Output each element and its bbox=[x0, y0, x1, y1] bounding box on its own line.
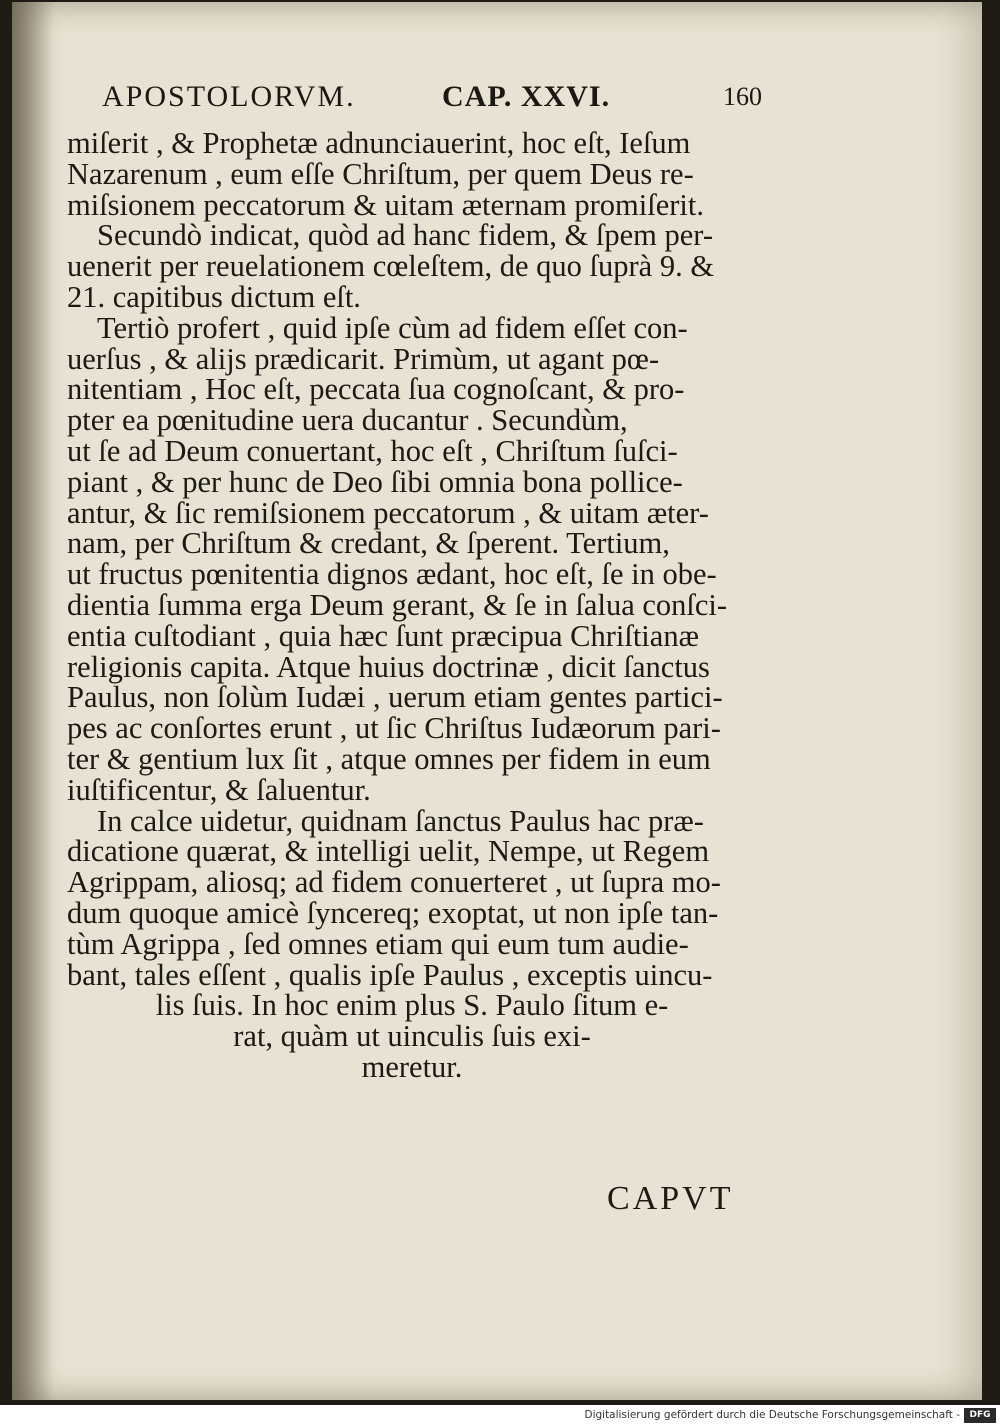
body-text bbox=[67, 128, 757, 1083]
text-line: 21. capitibus dictum eſt. bbox=[67, 279, 361, 314]
folio-number: 160 bbox=[723, 82, 762, 111]
text-line: miſsionem peccatorum & uitam æternam promiſerit. bbox=[67, 187, 704, 222]
text-line: pes ac conſortes erunt , ut ſic Chriſtus Iudæorum pari- bbox=[67, 711, 721, 746]
text-line: Agrippam, aliosq; ad fidem conuerteret , ut ſupra mo- bbox=[67, 865, 721, 900]
text-line: lis ſuis. In hoc enim plus S. Paulo ſitum e- bbox=[155, 988, 669, 1023]
text-line: antur, & ſic remiſsionem peccatorum , & uitam æter- bbox=[67, 495, 709, 530]
text-line: Nazarenum , eum eſſe Chriſtum, per quem Deus re- bbox=[67, 156, 694, 191]
text-line: Secundò indicat, quòd ad hanc fidem, & ſpem per- bbox=[97, 218, 713, 253]
text-line: dum quoque amicè ſyncereq; exoptat, ut non ipſe tan- bbox=[67, 895, 719, 930]
dfg-logo-icon: DFG bbox=[964, 1408, 996, 1423]
chapter-heading: CAP. XXVI. bbox=[442, 80, 611, 113]
text-line: nitentiam , Hoc eſt, peccata ſua cognoſcant, & pro- bbox=[67, 372, 685, 407]
text-line: meretur. bbox=[361, 1049, 463, 1084]
text-line: dicatione quærat, & intelligi uelit, Nempe, ut Regem bbox=[67, 834, 710, 869]
running-title: APOSTOLORVM. bbox=[102, 80, 356, 113]
text-line: pter ea pœnitudine uera ducantur . Secundùm, bbox=[67, 403, 628, 438]
text-line: In calce uidetur, quidnam ſanctus Paulus hac præ- bbox=[97, 803, 704, 838]
text-line: uenerit per reuelationem cœleſtem, de quo ſuprà 9. & bbox=[67, 249, 715, 284]
text-line: tùm Agrippa , ſed omnes etiam qui eum tum audie- bbox=[67, 926, 689, 961]
text-line: bant, tales eſſent , qualis ipſe Paulus , exceptis uincu- bbox=[67, 957, 713, 992]
book-page bbox=[12, 2, 982, 1400]
page-header bbox=[102, 80, 762, 122]
text-line: entia cuſtodiant , quia hæc ſunt præcipua Chriſtianæ bbox=[67, 618, 699, 653]
text-line: dientia ſumma erga Deum gerant, & ſe in ſalua conſci- bbox=[67, 587, 728, 622]
text-line: nam, per Chriſtum & credant, & ſperent. Tertium, bbox=[67, 526, 670, 561]
footer-bar bbox=[0, 1406, 1000, 1426]
text-line: iuſtificentur, & ſaluentur. bbox=[67, 772, 371, 807]
text-line: ut ſe ad Deum conuertant, hoc eſt , Chriſtum ſuſci- bbox=[67, 433, 678, 468]
funding-note: Digitalisierung gefördert durch die Deutsche Forschungsgemeinschaft - bbox=[584, 1409, 960, 1421]
text-line: rat, quàm ut uinculis ſuis exi- bbox=[233, 1019, 591, 1054]
text-line: ut fructus pœnitentia dignos ædant, hoc eſt, ſe in obe- bbox=[67, 557, 717, 592]
text-line: uerſus , & alijs prædicarit. Primùm, ut agant pœ- bbox=[67, 341, 660, 376]
text-line: ter & gentium lux ſit , atque omnes per fidem in eum bbox=[67, 741, 711, 776]
text-line: religionis capita. Atque huius doctrinæ , dicit ſanctus bbox=[67, 649, 710, 684]
text-line: piant , & per hunc de Deo ſibi omnia bona pollice- bbox=[67, 464, 683, 499]
text-line: Tertiò profert , quid ipſe cùm ad fidem eſſet con- bbox=[97, 310, 688, 345]
text-line: miſerit , & Prophetæ adnunciauerint, hoc eſt, Ieſum bbox=[67, 126, 691, 160]
text-line: Paulus, non ſolùm Iudæi , uerum etiam gentes partici- bbox=[67, 680, 723, 715]
catchword: CAPVT bbox=[607, 1180, 734, 1217]
